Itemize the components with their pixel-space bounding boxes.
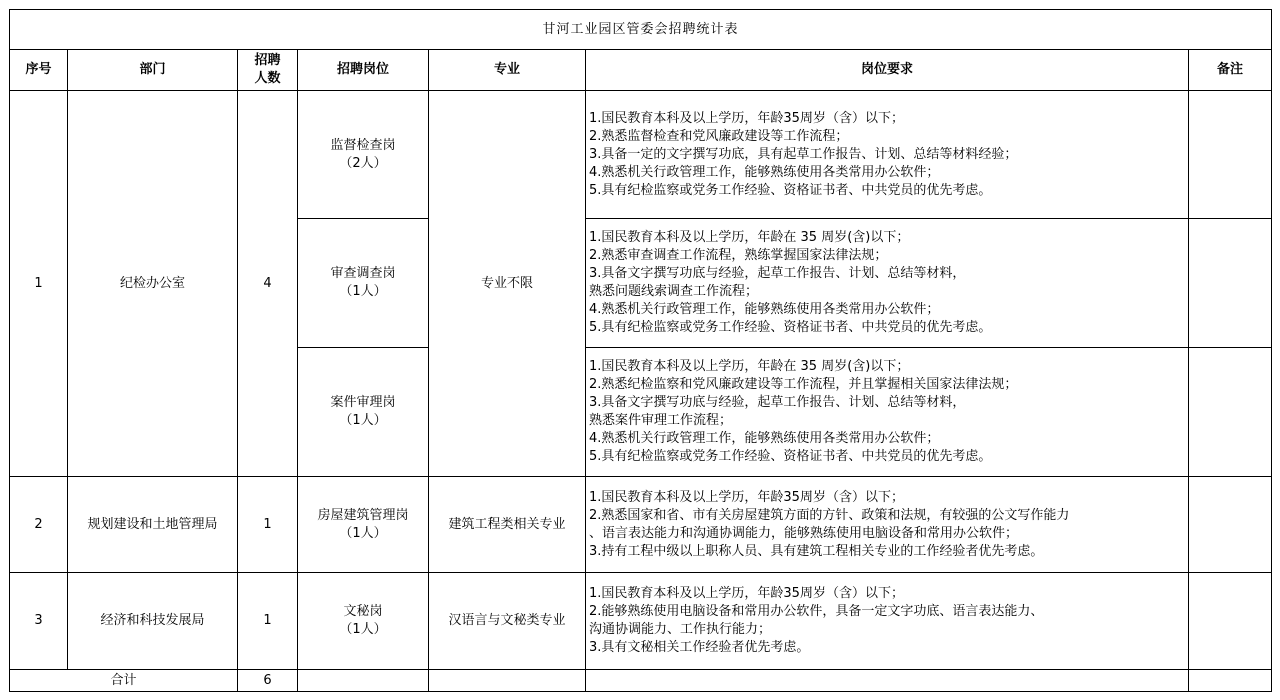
major-cell: 建筑工程类相关专业 bbox=[429, 477, 586, 573]
total-label: 合计 bbox=[10, 670, 238, 692]
position-name: 监督检查岗 bbox=[330, 137, 396, 153]
header-count bbox=[238, 50, 298, 91]
total-empty-remarks bbox=[1189, 670, 1272, 692]
position-name: 文秘岗 bbox=[343, 604, 383, 619]
remarks-cell bbox=[1189, 573, 1272, 670]
header-count-line2: 人数 bbox=[254, 71, 281, 86]
header-position: 招聘岗位 bbox=[298, 50, 429, 91]
remarks-cell bbox=[1189, 477, 1272, 573]
position-cell bbox=[298, 477, 429, 573]
total-empty-requirements bbox=[586, 670, 1189, 692]
requirements-cell: 1.国民教育本科及以上学历，年龄35周岁（含）以下； 2.熟悉国家和省、市有关房屋建筑方面的方针、政策和法规，有较强的公文写作能力 、语言表达能力和沟通协调能力，能够熟练使用电脑设备和常用办公软件； 3.持有工程中级以上职称人员、具有建筑工程相关专业的工作经验者优先考虑。 bbox=[586, 477, 1189, 573]
position-count: （1人） bbox=[339, 622, 387, 637]
position-count: （1人） bbox=[339, 525, 387, 541]
header-requirements: 岗位要求 bbox=[586, 50, 1189, 91]
position-count: （1人） bbox=[339, 413, 387, 428]
position-count: （2人） bbox=[339, 155, 387, 171]
position-cell bbox=[298, 219, 429, 348]
table-row bbox=[10, 573, 1272, 670]
position-cell bbox=[298, 91, 429, 219]
position-cell bbox=[298, 573, 429, 670]
major-cell: 专业不限 bbox=[429, 91, 586, 477]
table-title: 甘河工业园区管委会招聘统计表 bbox=[10, 10, 1272, 50]
header-remarks: 备注 bbox=[1189, 50, 1272, 91]
position-count: （1人） bbox=[339, 284, 387, 299]
position-name: 审查调查岗 bbox=[330, 266, 396, 281]
header-major: 专业 bbox=[429, 50, 586, 91]
position-name: 房屋建筑管理岗 bbox=[317, 507, 409, 523]
count-cell: 1 bbox=[238, 573, 298, 670]
count-cell: 4 bbox=[238, 91, 298, 477]
total-count: 6 bbox=[238, 670, 298, 692]
count-cell: 1 bbox=[238, 477, 298, 573]
remarks-cell bbox=[1189, 91, 1272, 219]
requirements-cell: 1.国民教育本科及以上学历，年龄在 35 周岁(含)以下； 2.熟悉纪检监察和党风廉政建设等工作流程，并且掌握相关国家法律法规； 3.具备文字撰写功底与经验，起草工作报告、计划、总结等材料， 熟悉案件审理工作流程； 4.熟悉机关行政管理工作，能够熟练使用各类常用办公软件； 5.具有纪检监察或党务工作经验、资格证书者、中共党员的优先考虑。 bbox=[586, 348, 1189, 477]
requirements-cell: 1.国民教育本科及以上学历，年龄35周岁（含）以下； 2.能够熟练使用电脑设备和常用办公软件，具备一定文字功底、语言表达能力、 沟通协调能力、工作执行能力； 3.具有文秘相关工作经验者优先考虑。 bbox=[586, 573, 1189, 670]
header-row bbox=[10, 50, 1272, 91]
table-row bbox=[10, 477, 1272, 573]
major-cell: 汉语言与文秘类专业 bbox=[429, 573, 586, 670]
dept-cell: 纪检办公室 bbox=[68, 91, 238, 477]
total-empty-major bbox=[429, 670, 586, 692]
header-count-line1: 招聘 bbox=[254, 53, 281, 68]
position-name: 案件审理岗 bbox=[330, 395, 396, 410]
requirements-cell: 1.国民教育本科及以上学历，年龄35周岁（含）以下； 2.熟悉监督检查和党风廉政建设等工作流程； 3.具备一定的文字撰写功底，具有起草工作报告、计划、总结等材料经验； 4.熟悉机关行政管理工作，能够熟练使用各类常用办公软件； 5.具有纪检监察或党务工作经验、资格证书者、中共党员的优先考虑。 bbox=[586, 91, 1189, 219]
header-seq: 序号 bbox=[10, 50, 68, 91]
total-row bbox=[10, 670, 1272, 692]
seq-cell: 1 bbox=[10, 91, 68, 477]
dept-cell: 经济和科技发展局 bbox=[68, 573, 238, 670]
dept-cell: 规划建设和土地管理局 bbox=[68, 477, 238, 573]
remarks-cell bbox=[1189, 219, 1272, 348]
seq-cell: 3 bbox=[10, 573, 68, 670]
remarks-cell bbox=[1189, 348, 1272, 477]
header-dept: 部门 bbox=[68, 50, 238, 91]
total-empty-position bbox=[298, 670, 429, 692]
table-row bbox=[10, 91, 1272, 219]
position-cell bbox=[298, 348, 429, 477]
requirements-cell: 1.国民教育本科及以上学历，年龄在 35 周岁(含)以下； 2.熟悉审查调查工作流程，熟练掌握国家法律法规； 3.具备文字撰写功底与经验，起草工作报告、计划、总结等材料， 熟悉问题线索调查工作流程； 4.熟悉机关行政管理工作，能够熟练使用各类常用办公软件； 5.具有纪检监察或党务工作经验、资格证书者、中共党员的优先考虑。 bbox=[586, 219, 1189, 348]
seq-cell: 2 bbox=[10, 477, 68, 573]
recruitment-table bbox=[9, 9, 1272, 692]
